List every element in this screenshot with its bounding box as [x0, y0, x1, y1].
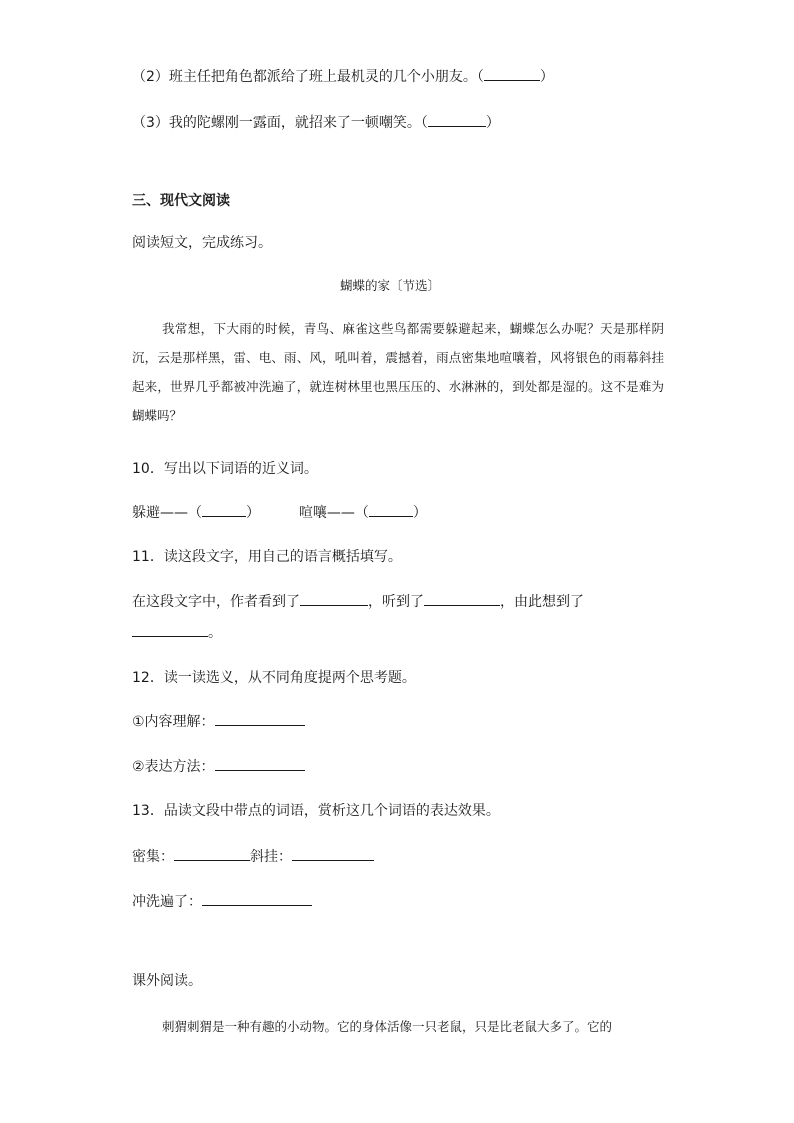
q12-item2 [132, 756, 305, 776]
q10-answers [132, 502, 427, 522]
q10-word2: 喧嚷——（ [298, 505, 369, 521]
paren-close: ） [539, 69, 554, 85]
q12-item1 [132, 711, 305, 731]
q13-w3: 冲洗遍了： [132, 894, 202, 910]
q13-w1: 密集： [132, 849, 174, 865]
answer-blank[interactable] [369, 503, 413, 517]
section-instruction: 阅读短文，完成练习。 [132, 235, 272, 251]
paren-close: ） [246, 505, 260, 521]
paren-close: ） [485, 115, 500, 131]
answer-blank[interactable] [215, 757, 305, 771]
q11-end: 。 [208, 625, 222, 641]
q9-item2 [132, 66, 554, 86]
q13-line1 [132, 846, 374, 866]
q11-part1: 在这段文字中，作者看到了 [132, 594, 300, 610]
q13-prompt: 13．品读文段中带点的词语，赏析这几个词语的表达效果。 [132, 803, 500, 819]
q10-word1: 躲避——（ [132, 505, 202, 521]
q11-line1 [132, 591, 584, 611]
extra-title: 课外阅读。 [132, 973, 202, 989]
answer-blank[interactable] [292, 847, 374, 861]
q12-item1-label: ①内容理解： [132, 714, 215, 730]
extra-passage: 刺猬刺猬是一种有趣的小动物。它的身体活像一只老鼠，只是比老鼠大多了。它的 [162, 1019, 613, 1034]
q9-item2-text: （2）班主任把角色都派给了班上最机灵的几个小朋友。 [132, 69, 477, 85]
passage-text: 我常想，下大雨的时候，青鸟、麻雀这些鸟都需要躲避起来，蝴蝶怎么办呢？天是那样阴沉，云是那样黑，雷、电、雨、风，吼叫着，震撼着，雨点密集地喧嚷着，风将银色的雨幕斜挂起来，世界几乎都被冲洗遍了，就连树林里也黑压压的、水淋淋的，到处都是湿的。这不是难为蝴蝶吗？ [132, 321, 664, 423]
answer-blank[interactable] [300, 592, 368, 606]
answer-blank[interactable] [484, 67, 540, 81]
q11-line2 [132, 622, 222, 642]
q9-item3 [132, 112, 500, 132]
section-title: 三、现代文阅读 [132, 193, 230, 209]
answer-blank[interactable] [424, 592, 500, 606]
answer-blank[interactable] [132, 623, 208, 637]
answer-blank[interactable] [215, 712, 305, 726]
q10-prompt: 10．写出以下词语的近义词。 [132, 461, 318, 477]
answer-blank[interactable] [202, 892, 312, 906]
q13-w2: 斜挂： [250, 849, 292, 865]
answer-blank[interactable] [174, 847, 250, 861]
answer-blank[interactable] [202, 503, 246, 517]
q11-prompt: 11．读这段文字，用自己的语言概括填写。 [132, 549, 402, 565]
answer-blank[interactable] [428, 113, 486, 127]
paren-close: ） [412, 505, 427, 521]
q11-part2: ，听到了 [368, 594, 424, 610]
q12-item2-label: ②表达方法： [132, 759, 215, 775]
paren-open: （ [476, 69, 484, 85]
q11-part3: ，由此想到了 [500, 594, 584, 610]
q9-item3-text: （3）我的陀螺刚一露面，就招来了一顿嘲笑。 [132, 115, 421, 131]
q12-prompt: 12．读一读选义，从不同角度提两个思考题。 [132, 670, 416, 686]
passage-title: 蝴蝶的家〔节选〕 [340, 278, 441, 293]
q13-line2 [132, 891, 312, 911]
paren-open: （ [420, 115, 428, 131]
